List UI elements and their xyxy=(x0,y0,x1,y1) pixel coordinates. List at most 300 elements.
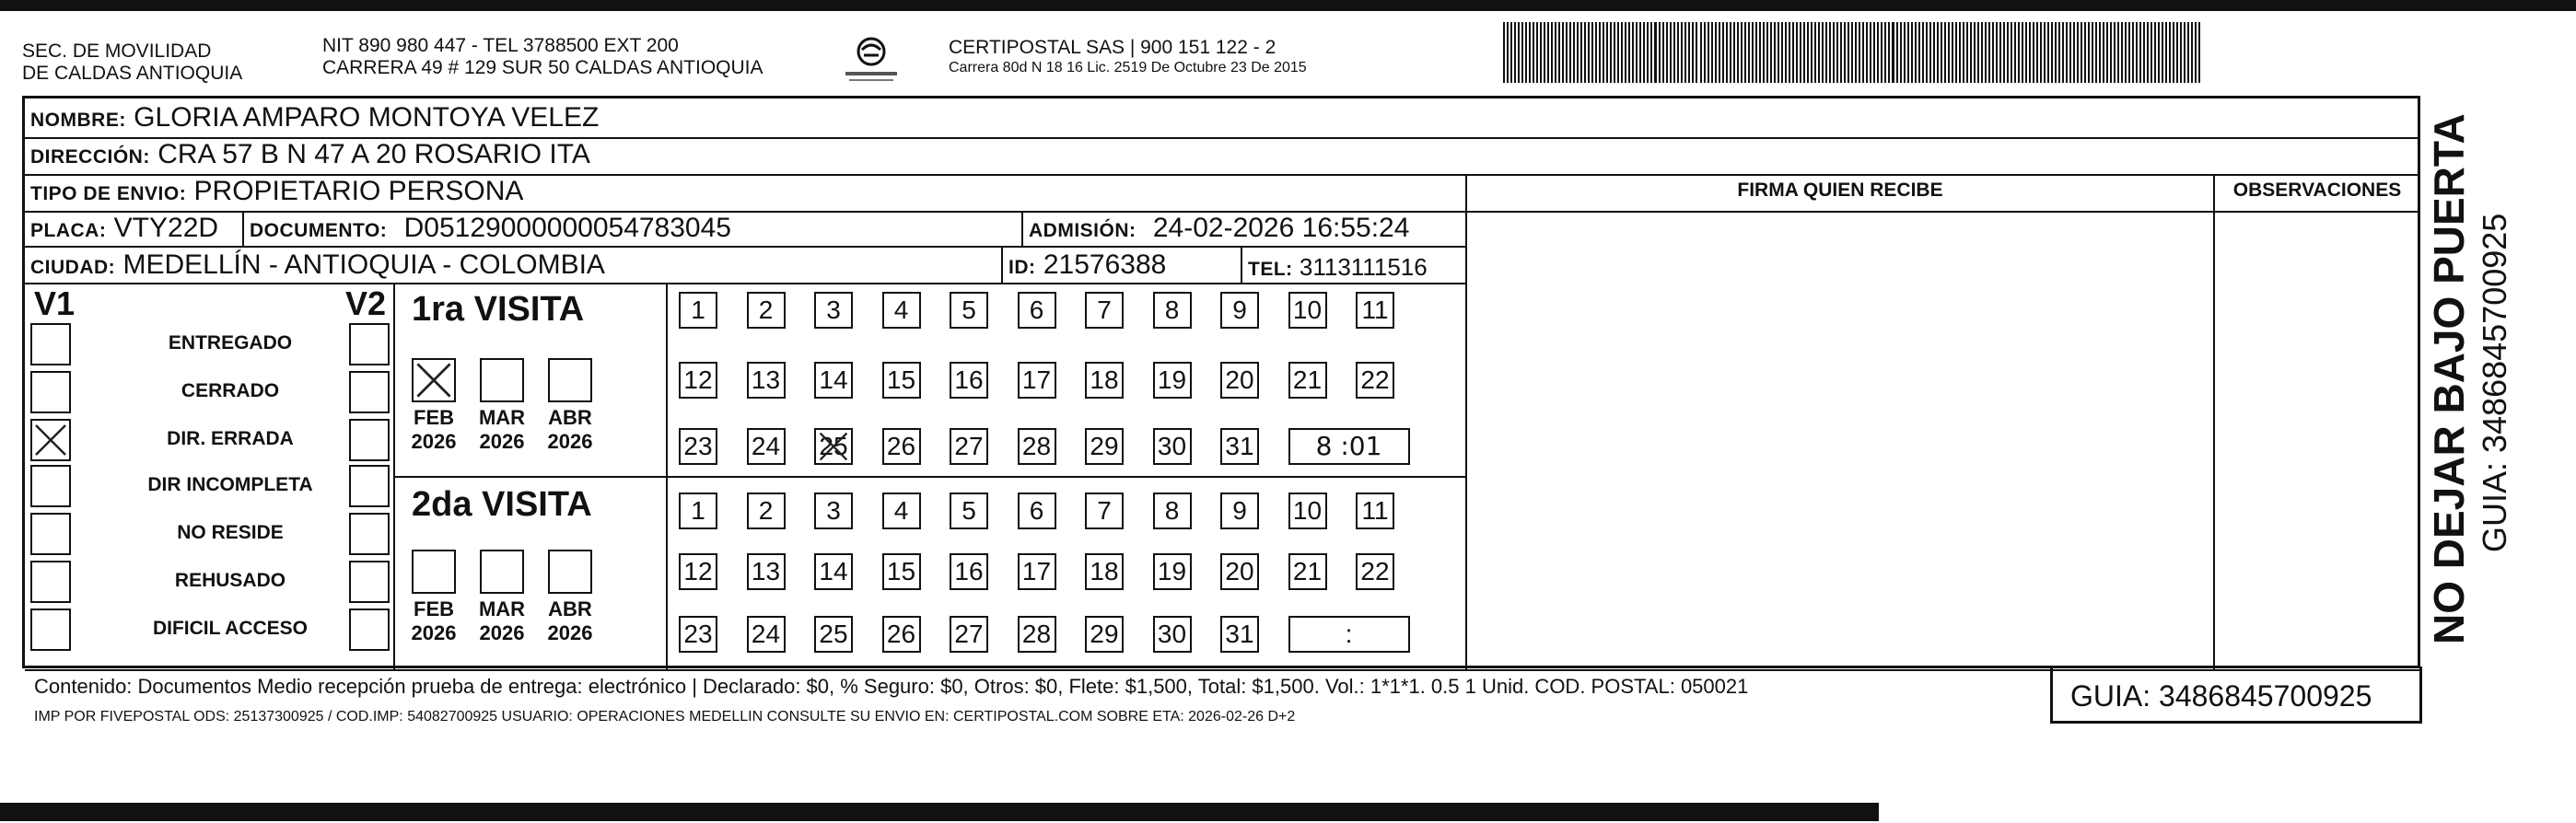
city-value: MEDELLÍN - ANTIOQUIA - COLOMBIA xyxy=(122,249,605,280)
month-label xyxy=(542,406,598,454)
day-box[interactable]: 20 xyxy=(1220,553,1259,590)
barcode-bar xyxy=(1904,22,1906,83)
barcode-bar xyxy=(2110,22,2112,83)
month-year: 2026 xyxy=(547,430,593,453)
barcode-bar xyxy=(2106,22,2108,83)
barcode-bar xyxy=(1896,22,1898,83)
day-box[interactable]: 31 xyxy=(1220,428,1259,465)
shipment-type-value: PROPIETARIO PERSONA xyxy=(193,176,524,206)
barcode-bar xyxy=(2081,22,2082,83)
barcode-bar xyxy=(2158,22,2160,83)
barcode-bar xyxy=(1677,22,1679,83)
month-year: 2026 xyxy=(411,430,457,453)
barcode-bar xyxy=(1792,22,1794,83)
admission-label: ADMISIÓN: xyxy=(1029,220,1136,241)
day-box[interactable]: 4 xyxy=(882,292,921,329)
barcode-bar xyxy=(1884,22,1886,83)
barcode-bar xyxy=(2036,22,2038,83)
barcode-bar xyxy=(1628,22,1630,83)
barcode-bar xyxy=(1911,22,1913,83)
barcode-bar xyxy=(1763,22,1765,83)
first-visit-title: 1ra VISITA xyxy=(412,290,585,329)
barcode-bar xyxy=(2191,22,2193,83)
day-box[interactable]: 11 xyxy=(1356,493,1394,529)
recipient-name-row xyxy=(30,102,599,136)
month-checkbox[interactable] xyxy=(548,550,592,594)
barcode-bar xyxy=(1855,22,1857,83)
month-label xyxy=(474,597,530,645)
status-label: ENTREGADO xyxy=(168,332,293,354)
day-box[interactable]: 8 xyxy=(1153,292,1192,329)
col-divider xyxy=(393,283,395,669)
barcode-bar xyxy=(1840,22,1842,83)
shipment-type-row xyxy=(30,176,523,210)
barcode-bar xyxy=(2058,22,2060,83)
barcode-bar xyxy=(2125,22,2127,83)
day-box[interactable]: 18 xyxy=(1085,553,1124,590)
day-box[interactable]: 9 xyxy=(1220,493,1259,529)
barcode-bar xyxy=(1748,22,1750,83)
v1-status-checkbox[interactable] xyxy=(30,323,71,365)
day-box[interactable]: 14 xyxy=(814,362,853,399)
barcode-bar xyxy=(1566,22,1568,83)
barcode-bar xyxy=(1833,22,1835,83)
v2-status-checkbox[interactable] xyxy=(349,561,390,603)
barcode-bar xyxy=(1558,22,1560,83)
barcode-bar xyxy=(2033,22,2034,83)
day-box[interactable]: 1 xyxy=(679,292,717,329)
bottom-border-bar xyxy=(0,803,1879,821)
document-label: DOCUMENTO: xyxy=(250,220,388,241)
month-checkbox[interactable] xyxy=(412,358,456,402)
barcode-bar xyxy=(1966,22,1968,83)
day-box[interactable]: 25 xyxy=(814,428,853,465)
address-label: DIRECCIÓN: xyxy=(30,146,150,168)
day-box[interactable]: 25 xyxy=(814,616,853,653)
day-box[interactable]: 21 xyxy=(1288,553,1327,590)
day-box[interactable]: 20 xyxy=(1220,362,1259,399)
col-divider xyxy=(2213,174,2215,669)
barcode-bar xyxy=(1988,22,1990,83)
month-year: 2026 xyxy=(479,430,525,453)
contents-line: Contenido: Documentos Medio recepción prueba de entrega: electrónico | Declarado: $0, % Seguro: $0, Otros: $0, Flete: $1,500, Total: $1,500. Vol.: 1*1*1. 0.5 1 Unid. COD. POSTAL: 050021 xyxy=(34,675,1749,698)
barcode-bar xyxy=(1722,22,1724,83)
barcode-bar xyxy=(2040,22,2042,83)
barcode-bar xyxy=(2121,22,2123,83)
month-name: MAR xyxy=(478,406,526,429)
barcode-bar xyxy=(1992,22,1994,83)
month-label xyxy=(474,406,530,454)
barcode-bar xyxy=(1900,22,1902,83)
barcode-bar xyxy=(1929,22,1931,83)
v1-status-checkbox[interactable] xyxy=(30,465,71,507)
barcode-bar xyxy=(1544,22,1545,83)
day-box[interactable]: 28 xyxy=(1018,428,1056,465)
month-name: MAR xyxy=(478,597,526,620)
barcode-bar xyxy=(1996,22,1998,83)
barcode-bar xyxy=(1654,22,1657,83)
barcode-bar xyxy=(1822,22,1824,83)
barcode-bar xyxy=(1700,22,1702,83)
status-label: DIFICIL ACCESO xyxy=(152,618,308,639)
barcode-bar xyxy=(1643,22,1645,83)
barcode-bar xyxy=(2099,22,2101,83)
recipient-name-value: GLORIA AMPARO MONTOYA VELEZ xyxy=(134,102,600,133)
barcode-bar xyxy=(2003,22,2005,83)
barcode-bar xyxy=(1603,22,1604,83)
month-year: 2026 xyxy=(411,621,457,644)
day-box[interactable]: 3 xyxy=(814,493,853,529)
barcode-bar xyxy=(1836,22,1838,83)
v1-status-checkbox[interactable] xyxy=(30,561,71,603)
col-divider xyxy=(242,211,244,248)
day-box[interactable]: 10 xyxy=(1288,493,1327,529)
day-box[interactable]: 16 xyxy=(950,362,988,399)
day-box[interactable]: 15 xyxy=(882,362,921,399)
day-box[interactable]: 2 xyxy=(747,292,786,329)
day-box[interactable]: 24 xyxy=(747,428,786,465)
barcode-bar xyxy=(1907,22,1909,83)
print-info-line: IMP POR FIVEPOSTAL ODS: 25137300925 / COD.IMP: 54082700925 USUARIO: OPERACIONES MEDELLIN CONSULTE SU ENVIO EN: CERTIPOSTAL.COM SOBRE ETA: 2026-02-26 D+2 xyxy=(34,709,1296,724)
col-divider xyxy=(1001,246,1003,283)
barcode-bar xyxy=(2062,22,2064,83)
barcode-bar xyxy=(2154,22,2156,83)
barcode-bar xyxy=(1818,22,1820,83)
day-box[interactable]: 7 xyxy=(1085,292,1124,329)
day-box[interactable]: 19 xyxy=(1153,553,1192,590)
barcode-bar xyxy=(1547,22,1549,83)
barcode-bar xyxy=(2128,22,2130,83)
barcode-bar xyxy=(1518,22,1520,83)
visit-time-box[interactable]: 8 :01 xyxy=(1288,428,1410,465)
status-label: NO RESIDE xyxy=(177,522,284,543)
barcode-bar xyxy=(2007,22,2009,83)
day-box[interactable]: 27 xyxy=(950,428,988,465)
barcode-bar xyxy=(1681,22,1683,83)
day-box[interactable]: 1 xyxy=(679,493,717,529)
day-box[interactable]: 5 xyxy=(950,292,988,329)
barcode-bar xyxy=(2011,22,2012,83)
month-year: 2026 xyxy=(479,621,525,644)
barcode-bar xyxy=(1825,22,1827,83)
month-checkbox[interactable] xyxy=(548,358,592,402)
barcode-bar xyxy=(1551,22,1553,83)
barcode-bar xyxy=(2114,22,2116,83)
day-box[interactable]: 13 xyxy=(747,362,786,399)
barcode-bar xyxy=(1737,22,1739,83)
sender-entity-line2: DE CALDAS ANTIOQUIA xyxy=(22,63,243,84)
day-box[interactable]: 7 xyxy=(1085,493,1124,529)
barcode-bar xyxy=(1591,22,1593,83)
barcode-bar xyxy=(1811,22,1813,83)
day-box[interactable]: 22 xyxy=(1356,553,1394,590)
month-checkbox[interactable] xyxy=(480,358,524,402)
day-box[interactable]: 28 xyxy=(1018,616,1056,653)
barcode-bar xyxy=(1970,22,1972,83)
city-field xyxy=(30,249,605,284)
barcode-bar xyxy=(1941,22,1942,83)
barcode-bar xyxy=(1577,22,1579,83)
v1-status-checkbox[interactable] xyxy=(30,419,71,461)
barcode-bar xyxy=(1944,22,1946,83)
address-value: CRA 57 B N 47 A 20 ROSARIO ITA xyxy=(157,139,590,169)
barcode-bar xyxy=(1974,22,1976,83)
v2-status-checkbox[interactable] xyxy=(349,323,390,365)
document-value: D05129000000054783045 xyxy=(403,213,731,243)
barcode-bar xyxy=(1625,22,1626,83)
barcode-bar xyxy=(1562,22,1564,83)
barcode-bar xyxy=(2092,22,2093,83)
barcode-bar xyxy=(1692,22,1694,83)
city-label: CIUDAD: xyxy=(30,257,116,278)
day-box[interactable]: 18 xyxy=(1085,362,1124,399)
day-box[interactable]: 8 xyxy=(1153,493,1192,529)
barcode-bar xyxy=(1985,22,1987,83)
day-box[interactable]: 29 xyxy=(1085,428,1124,465)
v1-status-checkbox[interactable] xyxy=(30,371,71,413)
v1-header: V1 xyxy=(34,284,76,322)
tel-value: 3113111516 xyxy=(1299,253,1428,281)
barcode-bar xyxy=(1955,22,1957,83)
barcode-bar xyxy=(1573,22,1575,83)
barcode-bar xyxy=(1733,22,1735,83)
barcode-bar xyxy=(2055,22,2057,83)
day-box[interactable]: 26 xyxy=(882,616,921,653)
col-divider xyxy=(1465,174,1467,669)
admission-value: 24-02-2026 16:55:24 xyxy=(1152,213,1410,243)
barcode-bar xyxy=(1555,22,1556,83)
day-box[interactable]: 30 xyxy=(1153,616,1192,653)
day-box[interactable]: 6 xyxy=(1018,493,1056,529)
barcode-bar xyxy=(1662,22,1664,83)
barcode-bar xyxy=(1859,22,1860,83)
courier-address: Carrera 80d N 18 16 Lic. 2519 De Octubre 23 De 2015 xyxy=(949,60,1307,75)
barcode-bar xyxy=(1752,22,1754,83)
barcode-bar xyxy=(1829,22,1831,83)
day-box[interactable]: 23 xyxy=(679,616,717,653)
v2-status-checkbox[interactable] xyxy=(349,371,390,413)
barcode-bar xyxy=(1514,22,1516,83)
barcode-bar xyxy=(1926,22,1928,83)
barcode-bar xyxy=(2073,22,2075,83)
day-box[interactable]: 6 xyxy=(1018,292,1056,329)
barcode-bar xyxy=(1614,22,1615,83)
tel-field xyxy=(1248,251,1428,285)
barcode-bar xyxy=(1659,22,1661,83)
day-box[interactable]: 29 xyxy=(1085,616,1124,653)
barcode-bar xyxy=(1770,22,1772,83)
barcode-bar xyxy=(2088,22,2090,83)
barcode-bar xyxy=(1529,22,1531,83)
barcode-bar xyxy=(1789,22,1790,83)
sender-entity xyxy=(22,41,242,85)
barcode-bar xyxy=(1569,22,1571,83)
barcode-bar xyxy=(1755,22,1757,83)
barcode-bar xyxy=(1918,22,1920,83)
barcode-bar xyxy=(1959,22,1961,83)
barcode-bar xyxy=(1778,22,1779,83)
id-value: 21576388 xyxy=(1043,249,1167,280)
month-name: ABR xyxy=(548,597,592,620)
barcode-bar xyxy=(1844,22,1846,83)
side-guia-text: GUIA: 3486845700925 xyxy=(2476,213,2513,552)
barcode-bar xyxy=(2143,22,2145,83)
barcode-bar xyxy=(2165,22,2167,83)
document-field xyxy=(250,213,731,247)
barcode-bar xyxy=(1599,22,1601,83)
col-divider xyxy=(1241,246,1242,283)
barcode-bar xyxy=(1766,22,1768,83)
barcode-bar xyxy=(1525,22,1527,83)
barcode-bar xyxy=(2151,22,2152,83)
day-box[interactable]: 26 xyxy=(882,428,921,465)
barcode-bar xyxy=(2044,22,2046,83)
v2-header: V2 xyxy=(345,284,387,322)
v1-status-checkbox[interactable] xyxy=(30,513,71,555)
day-box[interactable]: 16 xyxy=(950,553,988,590)
day-box[interactable]: 31 xyxy=(1220,616,1259,653)
month-checkbox[interactable] xyxy=(480,550,524,594)
barcode-bar xyxy=(1536,22,1538,83)
day-box[interactable]: 14 xyxy=(814,553,853,590)
month-name: ABR xyxy=(548,406,592,429)
day-box[interactable]: 30 xyxy=(1153,428,1192,465)
plate-label: PLACA: xyxy=(30,220,107,241)
barcode-bar xyxy=(1684,22,1686,83)
barcode-bar xyxy=(1759,22,1761,83)
status-label: CERRADO xyxy=(181,380,280,401)
day-box[interactable]: 13 xyxy=(747,553,786,590)
day-box[interactable]: 5 xyxy=(950,493,988,529)
barcode-bar xyxy=(1785,22,1787,83)
month-label xyxy=(406,406,461,454)
barcode-bar xyxy=(1866,22,1868,83)
barcode-bar xyxy=(1610,22,1612,83)
barcode-bar xyxy=(1533,22,1534,83)
barcode-bar xyxy=(1999,22,2001,83)
barcode-bar xyxy=(1744,22,1746,83)
side-warning-text: NO DEJAR BAJO PUERTA xyxy=(2425,113,2473,644)
visit-time-box[interactable]: : xyxy=(1288,616,1410,653)
barcode-bar xyxy=(1873,22,1875,83)
barcode-bar xyxy=(2095,22,2097,83)
sender-nit: NIT 890 980 447 - TEL 3788500 EXT 200 xyxy=(322,35,679,56)
status-label: REHUSADO xyxy=(174,570,286,591)
barcode-bar xyxy=(1800,22,1801,83)
day-box[interactable]: 4 xyxy=(882,493,921,529)
barcode-bar xyxy=(1711,22,1713,83)
v2-status-checkbox[interactable] xyxy=(349,419,390,461)
barcode-bar xyxy=(1741,22,1743,83)
barcode-icon xyxy=(1503,22,2203,83)
barcode-bar xyxy=(2018,22,2020,83)
day-box[interactable]: 3 xyxy=(814,292,853,329)
barcode-bar xyxy=(1730,22,1731,83)
day-box[interactable]: 2 xyxy=(747,493,786,529)
barcode-bar xyxy=(2022,22,2023,83)
barcode-bar xyxy=(1796,22,1798,83)
month-name: FEB xyxy=(414,597,454,620)
barcode-bar xyxy=(2147,22,2149,83)
sender-contact xyxy=(322,35,763,79)
barcode-bar xyxy=(2084,22,2086,83)
guia-box-divider xyxy=(2050,667,2053,724)
barcode-bar xyxy=(1639,22,1641,83)
barcode-bar xyxy=(2051,22,2053,83)
v1-status-checkbox[interactable] xyxy=(30,609,71,651)
day-box[interactable]: 17 xyxy=(1018,362,1056,399)
col-divider xyxy=(1021,211,1023,248)
tel-label: TEL: xyxy=(1248,259,1293,280)
barcode-bar xyxy=(1696,22,1697,83)
id-label: ID: xyxy=(1008,257,1036,278)
barcode-bar xyxy=(2025,22,2027,83)
barcode-bar xyxy=(2180,22,2182,83)
v2-status-checkbox[interactable] xyxy=(349,465,390,507)
second-visit-title: 2da VISITA xyxy=(412,485,592,524)
barcode-bar xyxy=(1870,22,1871,83)
day-box[interactable]: 12 xyxy=(679,362,717,399)
status-label: DIR INCOMPLETA xyxy=(147,474,313,495)
guia-number: GUIA: 3486845700925 xyxy=(2070,679,2372,713)
sender-entity-line1: SEC. DE MOVILIDAD xyxy=(22,41,212,62)
barcode-bar xyxy=(2195,22,2197,83)
barcode-bar xyxy=(1963,22,1964,83)
month-year: 2026 xyxy=(547,621,593,644)
barcode-bar xyxy=(2069,22,2071,83)
shipment-type-label: TIPO DE ENVIO: xyxy=(30,183,187,204)
barcode-bar xyxy=(1647,22,1649,83)
day-box[interactable]: 27 xyxy=(950,616,988,653)
day-box[interactable]: 17 xyxy=(1018,553,1056,590)
observations-column-header: OBSERVACIONES xyxy=(2232,180,2402,201)
day-box[interactable]: 9 xyxy=(1220,292,1259,329)
day-box[interactable]: 15 xyxy=(882,553,921,590)
col-divider xyxy=(666,283,668,669)
day-box[interactable]: 19 xyxy=(1153,362,1192,399)
day-box[interactable]: 22 xyxy=(1356,362,1394,399)
barcode-bar xyxy=(1952,22,1953,83)
day-box[interactable]: 24 xyxy=(747,616,786,653)
barcode-bar xyxy=(2047,22,2049,83)
barcode-bar xyxy=(2162,22,2163,83)
month-checkbox[interactable] xyxy=(412,550,456,594)
plate-field xyxy=(30,213,218,247)
day-box[interactable]: 23 xyxy=(679,428,717,465)
day-box[interactable]: 10 xyxy=(1288,292,1327,329)
day-box[interactable]: 12 xyxy=(679,553,717,590)
barcode-bar xyxy=(1580,22,1582,83)
plate-value: VTY22D xyxy=(113,213,219,243)
barcode-bar xyxy=(2187,22,2189,83)
month-label xyxy=(542,597,598,645)
barcode-bar xyxy=(1981,22,1983,83)
v2-status-checkbox[interactable] xyxy=(349,609,390,651)
day-box[interactable]: 21 xyxy=(1288,362,1327,399)
barcode-bar xyxy=(1781,22,1783,83)
barcode-bar xyxy=(1715,22,1717,83)
barcode-bar xyxy=(1673,22,1675,83)
sender-address: CARRERA 49 # 129 SUR 50 CALDAS ANTIOQUIA xyxy=(322,57,763,78)
day-box[interactable]: 11 xyxy=(1356,292,1394,329)
signature-column-header: FIRMA QUIEN RECIBE xyxy=(1737,180,1943,201)
recipient-name-label: NOMBRE: xyxy=(30,110,126,131)
v2-status-checkbox[interactable] xyxy=(349,513,390,555)
barcode-bar xyxy=(1510,22,1512,83)
barcode-bar xyxy=(1521,22,1523,83)
barcode-bar xyxy=(2103,22,2104,83)
barcode-bar xyxy=(1584,22,1586,83)
